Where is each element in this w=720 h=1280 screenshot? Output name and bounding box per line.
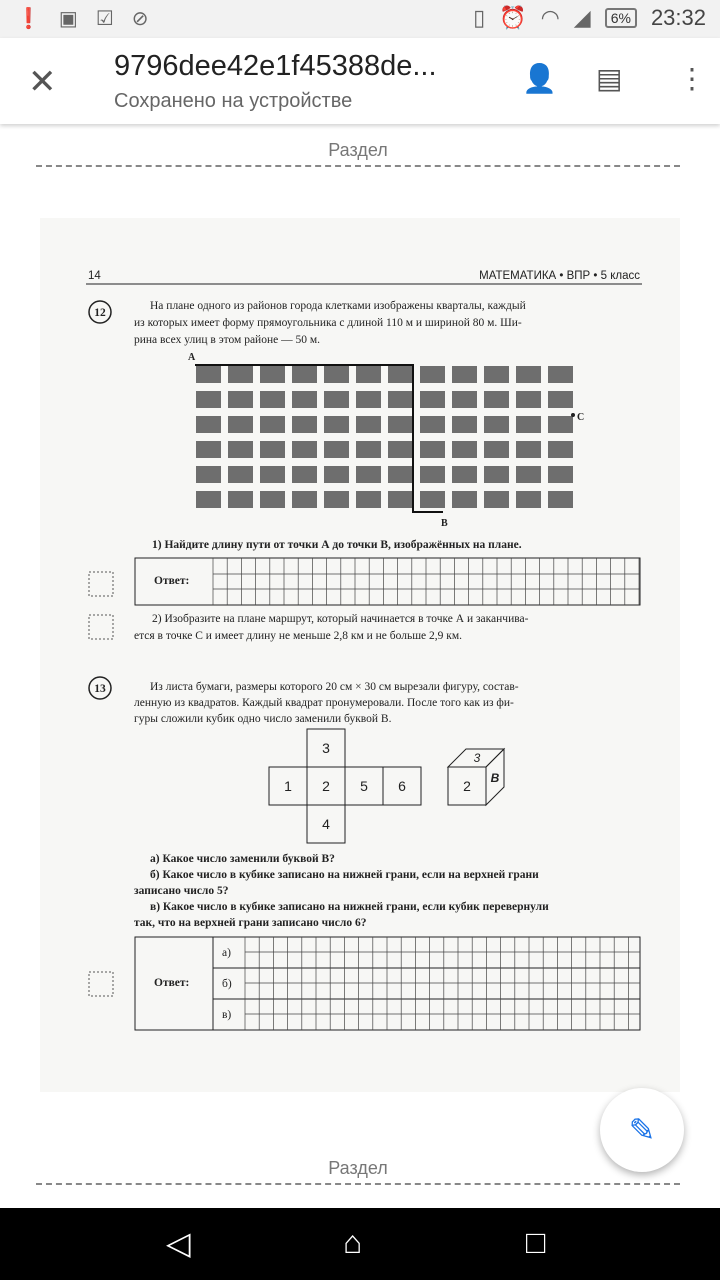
city-block — [324, 366, 349, 383]
check-icon: ☑ — [95, 8, 114, 30]
city-block — [356, 441, 381, 458]
q13-text: Из листа бумаги, размеры которого 20 см × 30 см вырезали фигуру, состав- — [150, 681, 519, 693]
city-block — [292, 366, 317, 383]
city-block — [260, 416, 285, 433]
city-block — [484, 416, 509, 433]
city-block — [196, 366, 221, 383]
city-block — [452, 366, 477, 383]
signal-icon: ◢ — [573, 5, 591, 30]
city-block — [484, 366, 509, 383]
image-icon: ▣ — [58, 8, 78, 30]
city-block — [260, 466, 285, 483]
city-block — [324, 466, 349, 483]
question-a: а) Какое число заменили буквой В? — [150, 853, 335, 865]
city-block — [228, 416, 253, 433]
net-cell: 1 — [284, 778, 292, 794]
question-c: в) Какое число в кубике записано на нижней грани, если кубик перевернули — [150, 901, 549, 913]
q12-text: рина всех улиц в этом районе — 50 м. — [134, 334, 320, 346]
add-person-icon[interactable]: 👤 — [522, 63, 557, 94]
city-block — [548, 466, 573, 483]
city-block — [548, 491, 573, 508]
city-block — [324, 391, 349, 408]
comment-icon[interactable]: ▤ — [596, 63, 623, 94]
city-block — [420, 416, 445, 433]
battery: 6% — [605, 8, 637, 28]
section-label: Раздел — [328, 140, 388, 160]
city-block — [516, 391, 541, 408]
city-block — [228, 366, 253, 383]
answer-row-label: в) — [222, 1009, 232, 1021]
city-block — [260, 441, 285, 458]
city-block — [452, 491, 477, 508]
city-block — [548, 416, 573, 433]
city-block — [420, 366, 445, 383]
net-cell: 2 — [322, 778, 330, 794]
city-block — [292, 491, 317, 508]
city-block — [388, 366, 413, 383]
city-block — [420, 466, 445, 483]
back-icon[interactable]: ◁ — [166, 1225, 191, 1261]
page-header: МАТЕМАТИКА • ВПР • 5 класс — [479, 270, 640, 282]
section-header-top — [36, 140, 680, 167]
answer-row-label: а) — [222, 947, 231, 959]
clock: 23:32 — [650, 5, 706, 30]
city-block — [484, 466, 509, 483]
city-block — [324, 491, 349, 508]
point-c: C — [577, 412, 585, 423]
document-view[interactable] — [0, 124, 720, 1208]
city-block — [196, 416, 221, 433]
city-block — [228, 466, 253, 483]
city-block — [356, 491, 381, 508]
city-block — [420, 491, 445, 508]
city-block — [548, 391, 573, 408]
city-block — [548, 366, 573, 383]
city-block — [228, 391, 253, 408]
city-block — [356, 391, 381, 408]
city-block — [196, 466, 221, 483]
city-block — [196, 391, 221, 408]
question-b: записано число 5? — [134, 885, 229, 897]
net-cell: 5 — [360, 778, 368, 794]
task-2: 2) Изобразите на плане маршрут, который начинается в точке А и заканчива- — [152, 613, 529, 625]
task-2: ется в точке С и имеет длину не меньше 2,8 км и не больше 2,9 км. — [134, 630, 463, 642]
question-number: 13 — [94, 683, 106, 695]
city-block — [388, 491, 413, 508]
city-block — [452, 466, 477, 483]
city-block — [356, 466, 381, 483]
city-block — [196, 491, 221, 508]
city-block — [452, 416, 477, 433]
alert-icon: ❗ — [16, 8, 41, 30]
q12-text: На плане одного из районов города клетками изображены кварталы, каждый — [150, 300, 526, 312]
city-block — [260, 491, 285, 508]
city-block — [324, 416, 349, 433]
question-b: б) Какое число в кубике записано на нижней грани, если на верхней грани — [150, 869, 539, 881]
q13-text: ленную из квадратов. Каждый квадрат пронумеровали. После того как из фи- — [134, 697, 514, 709]
point-b: B — [441, 518, 448, 529]
city-block — [388, 466, 413, 483]
edit-button[interactable] — [600, 1088, 684, 1172]
cube-side: B — [490, 771, 500, 785]
q13-text: гуры сложили кубик одно число заменили буквой В. — [134, 713, 392, 725]
page-scan — [40, 218, 680, 1092]
task-1: 1) Найдите длину пути от точки А до точки В, изображённых на плане. — [152, 539, 522, 551]
city-block — [324, 441, 349, 458]
close-icon[interactable]: ✕ — [28, 63, 57, 101]
city-block — [260, 391, 285, 408]
city-block — [388, 416, 413, 433]
home-icon[interactable]: ⌂ — [343, 1224, 363, 1260]
city-block — [388, 391, 413, 408]
vibrate-icon: ▯ — [473, 5, 486, 30]
document-title: 9796dee42e1f45388de... — [114, 50, 437, 82]
answer-label: Ответ: — [154, 575, 190, 587]
wifi-icon: ◠ — [540, 5, 560, 30]
shield-icon: ⊘ — [131, 8, 149, 30]
net-cell: 3 — [322, 740, 330, 756]
city-block — [516, 366, 541, 383]
question-c: так, что на верхней грани записано число 6? — [134, 917, 367, 929]
point-a: A — [188, 352, 196, 363]
city-block — [292, 391, 317, 408]
status-bar — [0, 0, 720, 38]
section-header-bottom — [36, 1158, 680, 1185]
document-subtitle: Сохранено на устройстве — [114, 90, 353, 112]
alarm-icon: ⏰ — [499, 5, 527, 30]
q12-text: из которых имеет форму прямоугольника с длиной 110 м и шириной 80 м. Ши- — [134, 317, 522, 329]
pencil-icon: ✎ — [628, 1112, 656, 1148]
answer-label: Ответ: — [154, 977, 190, 989]
net-cell: 4 — [322, 816, 330, 832]
city-block — [420, 441, 445, 458]
section-label: Раздел — [328, 1158, 388, 1178]
cube-top: 3 — [473, 751, 481, 765]
city-block — [452, 391, 477, 408]
city-block — [516, 416, 541, 433]
city-block — [356, 366, 381, 383]
city-block — [516, 491, 541, 508]
city-block — [292, 466, 317, 483]
city-block — [484, 391, 509, 408]
city-block — [260, 366, 285, 383]
answer-row-label: б) — [222, 978, 232, 990]
city-block — [548, 441, 573, 458]
city-block — [516, 466, 541, 483]
city-block — [292, 416, 317, 433]
net-cell: 6 — [398, 778, 406, 794]
navigation-bar — [0, 1208, 720, 1280]
city-block — [452, 441, 477, 458]
city-block — [516, 441, 541, 458]
city-block — [228, 491, 253, 508]
app-bar — [0, 38, 720, 124]
cube-front: 2 — [463, 778, 471, 794]
city-block — [420, 391, 445, 408]
city-map — [196, 366, 573, 508]
page-number: 14 — [88, 270, 101, 282]
city-block — [292, 441, 317, 458]
city-block — [196, 441, 221, 458]
recents-icon[interactable]: □ — [526, 1224, 546, 1260]
city-block — [388, 441, 413, 458]
more-vert-icon[interactable]: ⋮ — [678, 63, 706, 94]
city-block — [356, 416, 381, 433]
question-number: 12 — [94, 307, 106, 319]
city-block — [228, 441, 253, 458]
city-block — [484, 491, 509, 508]
city-block — [484, 441, 509, 458]
